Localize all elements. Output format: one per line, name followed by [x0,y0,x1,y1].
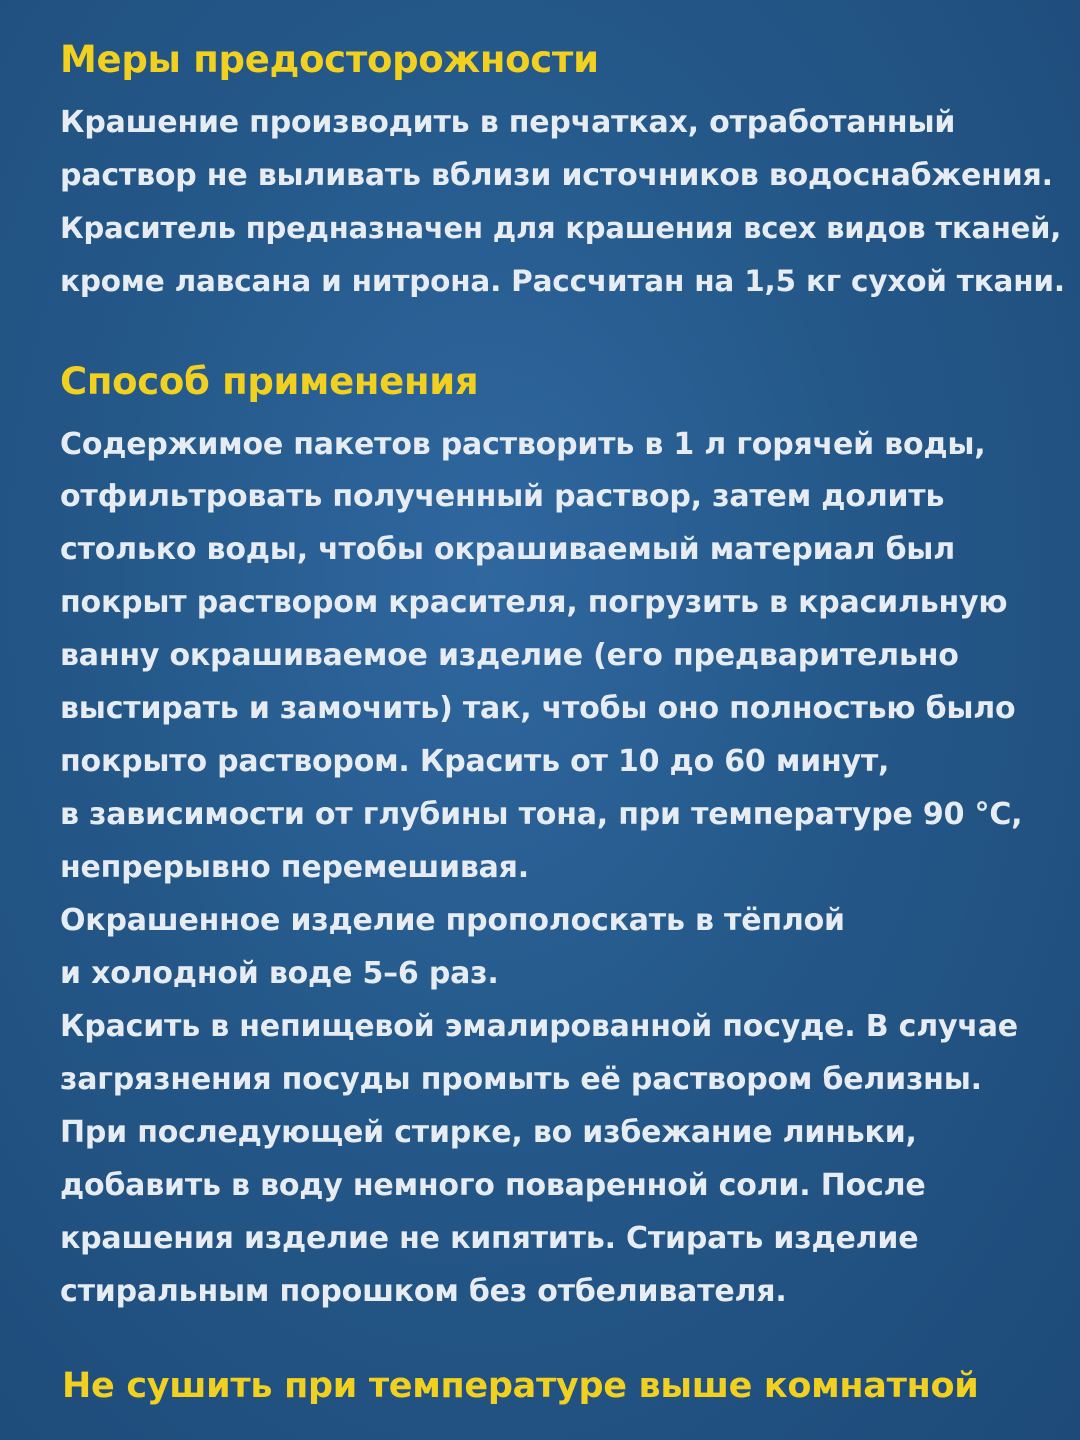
usage-line: ванну окрашиваемое изделие (его предварительно [60,638,959,673]
usage-line: непрерывно перемешивая. [60,850,529,885]
usage-line: загрязнения посуды промыть её раствором белизны. [60,1062,982,1097]
usage-line: отфильтровать полученный раствор, затем долить [60,479,945,514]
usage-line: При последующей стирке, во избежание линьки, [60,1115,917,1150]
usage-line: столько воды, чтобы окрашиваемый материал был [60,532,956,567]
usage-line: Содержимое пакетов растворить в 1 л горячей воды, [60,427,986,462]
precautions-line: Краситель предназначен для крашения всех видов тканей, [60,211,1062,245]
usage-line: Красить в непищевой эмалированной посуде. В случае [60,1009,1018,1044]
usage-line: стиральным порошком без отбеливателя. [60,1274,787,1309]
usage-line: покрыт раствором красителя, погрузить в красильную [60,585,1008,620]
usage-line: в зависимости от глубины тона, при температуре 90 °С, [60,797,1023,832]
usage-line: Окрашенное изделие прополоскать в тёплой [60,903,845,938]
drying-warning: Не сушить при температуре выше комнатной [62,1366,979,1406]
precautions-heading: Меры предосторожности [60,38,599,81]
precautions-line: кроме лавсана и нитрона. Рассчитан на 1,5 кг сухой ткани. [60,264,1065,298]
usage-heading: Способ применения [60,360,479,403]
usage-line: добавить в воду немного поваренной соли. После [60,1168,926,1203]
precautions-line: Крашение производить в перчатках, отработанный [60,105,956,140]
usage-line: выстирать и замочить) так, чтобы оно полностью было [60,691,1016,726]
usage-line: и холодной воде 5–6 раз. [60,956,499,991]
usage-line: покрыто раствором. Красить от 10 до 60 минут, [60,744,890,779]
precautions-line: раствор не выливать вблизи источников водоснабжения. [60,158,1053,193]
usage-line: крашения изделие не кипятить. Стирать изделие [60,1221,919,1256]
